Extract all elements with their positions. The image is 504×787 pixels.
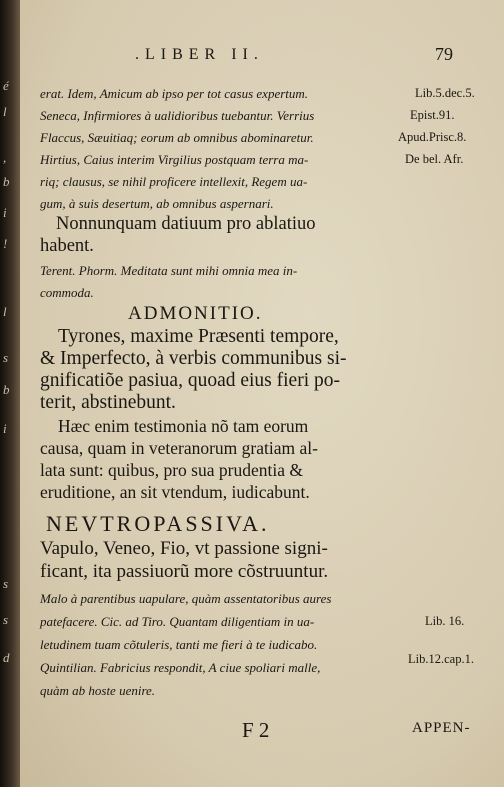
text-line: ficant, ita passiuorũ more cõstruuntur. <box>40 561 329 582</box>
gutter-mark: s <box>3 576 9 591</box>
text-line: gum, à suis desertum, ab omnibus aspernari. <box>40 196 274 211</box>
margin-reference: Lib.12.cap.1. <box>408 652 474 666</box>
gutter-mark: s <box>3 350 9 365</box>
section-heading: NEVTROPASSIVA. <box>46 511 270 536</box>
text-line: Seneca, Infirmiores à ualidioribus tuebantur. Verrius <box>40 108 315 123</box>
gutter-mark: b <box>3 382 10 397</box>
margin-reference: Apud.Prisc.8. <box>398 130 467 144</box>
text-line: Hirtius, Caius interim Virgilius postquam terra ma- <box>40 152 309 167</box>
page-header <box>115 46 455 68</box>
margin-reference: Epist.91. <box>410 108 455 122</box>
running-head: .LIBER II. <box>135 46 264 63</box>
text-line: & Imperfecto, à verbis communibus si- <box>40 348 347 369</box>
margin-reference: De bel. Afr. <box>405 152 464 166</box>
text-line: Terent. Phorm. Meditata sunt mihi omnia mea in- <box>40 263 298 278</box>
text-line: erat. Idem, Amicum ab ipso per tot casus expertum. <box>40 86 309 101</box>
text-line: quàm ab hoste uenire. <box>40 683 156 698</box>
gutter-mark: i <box>3 421 7 436</box>
section-heading: ADMONITIO. <box>128 303 263 324</box>
text-line: causa, quam in veteranorum gratiam al- <box>40 438 318 458</box>
gutter-mark: ! <box>3 236 8 251</box>
gutter-mark: l <box>3 104 7 119</box>
text-line: Tyrones, maxime Præsenti tempore, <box>58 326 339 347</box>
text-line: eruditione, an sit vtendum, iudicabunt. <box>40 482 310 502</box>
text-line: Hæc enim testimonia nõ tam eorum <box>58 416 309 436</box>
gutter-mark: é <box>3 78 9 93</box>
text-line: Flaccus, Sæuitiaq; eorum ab omnibus abominaretur. <box>40 130 314 145</box>
margin-reference: Lib. 16. <box>425 614 465 628</box>
page-number: 79 <box>435 44 453 64</box>
text-line: riq; clausus, se nihil proficere intellexit, Regem ua- <box>40 174 308 189</box>
text-line: letudinem tuam cõtuleris, tanti me fieri à te iudicabo. <box>40 637 318 652</box>
text-line: Malo à parentibus uapulare, quàm assentatoribus aures <box>40 591 332 606</box>
text-line: patefacere. Cic. ad Tiro. Quantam diligentiam in ua- <box>40 614 315 629</box>
text-line: Vapulo, Veneo, Fio, vt passione signi- <box>40 538 328 559</box>
text-line: gnificatiõe pasiua, quoad eius fieri po- <box>40 370 340 391</box>
text-line: commoda. <box>40 285 94 300</box>
signature-mark: F 2 <box>242 718 270 742</box>
text-line: terit, abstinebunt. <box>40 392 176 413</box>
gutter-mark: b <box>3 174 10 189</box>
gutter-mark: d <box>3 650 10 665</box>
margin-reference: Lib.5.dec.5. <box>415 86 475 100</box>
gutter-mark: s <box>3 612 9 627</box>
book-page <box>20 0 504 787</box>
gutter-mark: , <box>3 150 7 165</box>
text-line: lata sunt: quibus, pro sua prudentia & <box>40 460 303 480</box>
catchword: APPEN- <box>412 720 471 736</box>
gutter-mark: l <box>3 304 7 319</box>
text-line: Nonnunquam datiuum pro ablatiuo <box>56 214 316 234</box>
text-line: habent. <box>40 236 94 256</box>
gutter-mark: i <box>3 205 7 220</box>
text-line: Quintilian. Fabricius respondit, A ciue spoliari malle, <box>40 660 321 675</box>
